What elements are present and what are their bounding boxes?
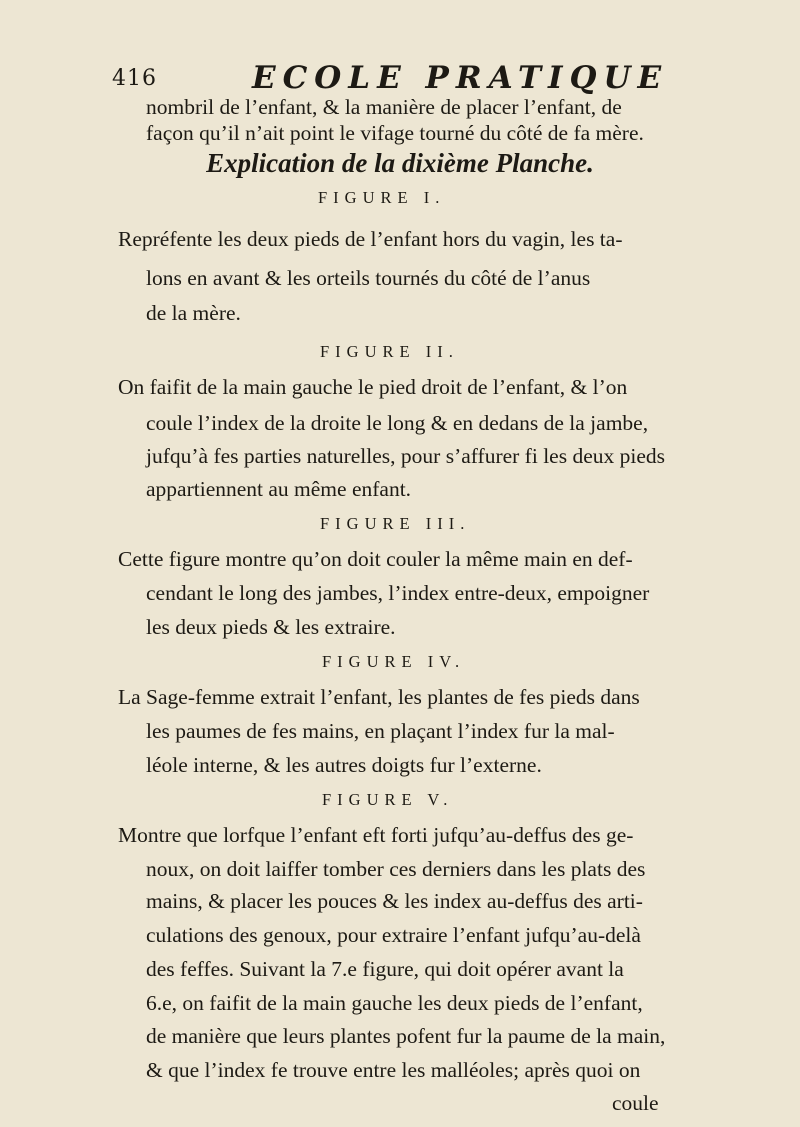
text-line: mains, & placer les pouces & les index au-deffus des arti- xyxy=(146,889,643,913)
figure-label: FIGURE V. xyxy=(322,790,454,809)
figure-label: FIGURE IV. xyxy=(322,652,466,671)
text-line: de manière que leurs plantes pofent fur la paume de la main, xyxy=(146,1024,666,1048)
figure-label: FIGURE I. xyxy=(318,188,446,207)
text-line: nombril de l’enfant, & la manière de placer l’enfant, de xyxy=(146,95,622,119)
text-line: lons en avant & les orteils tournés du côté de l’anus xyxy=(146,266,591,290)
text-line: 6.e, on faifit de la main gauche les deux pieds de l’enfant, xyxy=(146,991,643,1015)
text-line: Repréfente les deux pieds de l’enfant hors du vagin, les ta- xyxy=(118,227,623,251)
text-line: jufqu’à fes parties naturelles, pour s’affurer fi les deux pieds xyxy=(146,444,666,468)
text-line: appartiennent au même enfant. xyxy=(146,477,412,501)
text-line: La Sage-femme extrait l’enfant, les plantes de fes pieds dans xyxy=(118,685,640,709)
text-line: les deux pieds & les extraire. xyxy=(146,615,396,639)
text-line: façon qu’il n’ait point le vifage tourné du côté de fa mère. xyxy=(146,121,644,145)
catchword: coule xyxy=(612,1091,659,1115)
running-title: ECOLE PRATIQUE xyxy=(252,60,669,96)
text-line: cendant le long des jambes, l’index entre-deux, empoigner xyxy=(146,581,650,605)
text-line: culations des genoux, pour extraire l’enfant jufqu’au-delà xyxy=(146,923,641,947)
text-line: On faifit de la main gauche le pied droit de l’enfant, & l’on xyxy=(118,375,628,399)
section-heading: Explication de la dixième Planche. xyxy=(206,148,594,178)
text-line: noux, on doit laiffer tomber ces derniers dans les plats des xyxy=(146,857,646,881)
text-line: Cette figure montre qu’on doit couler la même main en def- xyxy=(118,547,633,571)
page-number: 416 xyxy=(112,66,157,91)
page-header xyxy=(112,60,672,94)
text-line: coule l’index de la droite le long & en dedans de la jambe, xyxy=(146,411,649,435)
text-line: & que l’index fe trouve entre les malléoles; après quoi on xyxy=(146,1058,641,1082)
figure-label: FIGURE III. xyxy=(320,514,471,533)
text-line: des feffes. Suivant la 7.e figure, qui doit opérer avant la xyxy=(146,957,624,981)
text-line: Montre que lorfque l’enfant eft forti jufqu’au-deffus des ge- xyxy=(118,823,634,847)
text-line: léole interne, & les autres doigts fur l’externe. xyxy=(146,753,542,777)
text-line: de la mère. xyxy=(146,301,241,325)
text-line: les paumes de fes mains, en plaçant l’index fur la mal- xyxy=(146,719,615,743)
figure-label: FIGURE II. xyxy=(320,342,459,361)
